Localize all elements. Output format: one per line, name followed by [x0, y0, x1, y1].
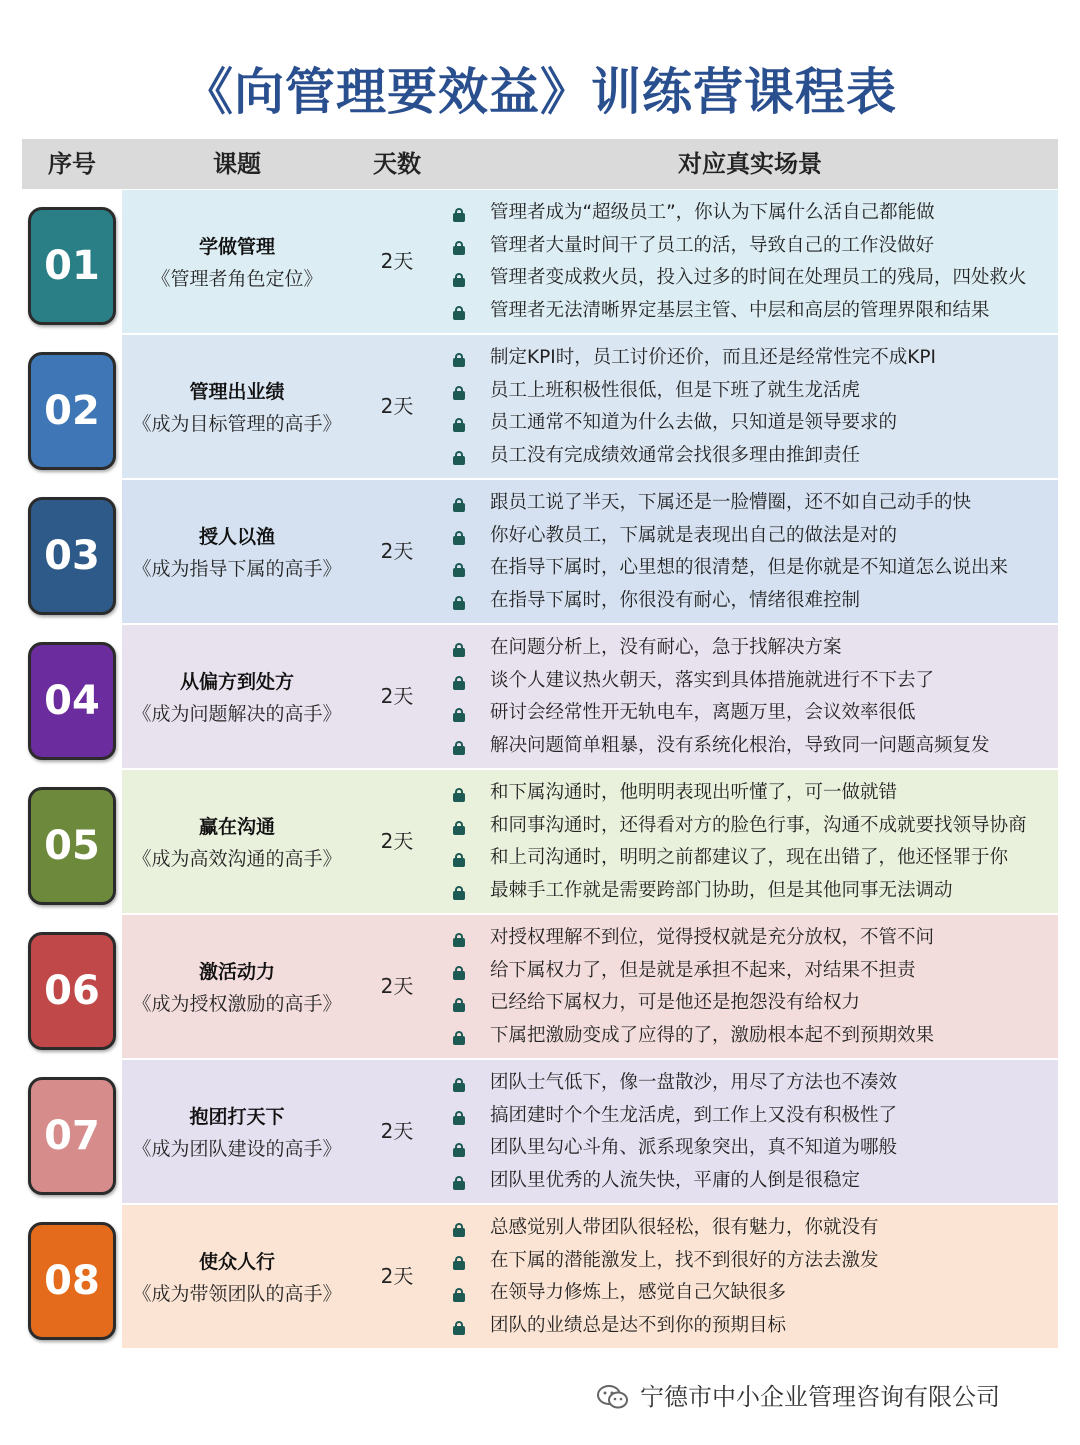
scene-text: 团队里勾心斗角、派系现象突出，真不知道为哪般 — [490, 1137, 898, 1158]
scene-text: 跟员工说了半天，下属还是一脸懵圈，还不如自己动手的快 — [490, 492, 972, 513]
scene-text: 团队的业绩总是达不到你的预期目标 — [490, 1314, 787, 1336]
scene-text: 研讨会经常性开无轨电车，离题万里，会议效率很低 — [490, 702, 916, 723]
scene-list — [450, 632, 1052, 762]
topic-name: 赢在沟通 — [198, 816, 275, 838]
row-days: 2天 — [380, 684, 414, 708]
lock-icon — [453, 676, 465, 690]
row-number-badge: 06 — [28, 932, 116, 1050]
row-days: 2天 — [380, 539, 414, 563]
topic-subtitle: 《管理者角色定位》 — [151, 268, 323, 290]
topic-subtitle: 《成为带领团队的高手》 — [132, 1283, 342, 1305]
lock-icon — [453, 1143, 465, 1157]
lock-icon — [453, 306, 465, 320]
scene-item — [450, 632, 1052, 665]
row-days: 2天 — [380, 1264, 414, 1288]
footer-company-name: 宁德市中小企业管理咨询有限公司 — [640, 1383, 1000, 1411]
scene-item — [450, 487, 1052, 520]
row-days: 2天 — [380, 974, 414, 998]
table-row — [22, 1204, 1058, 1349]
scene-item — [450, 1132, 1052, 1165]
row-number-badge: 08 — [28, 1222, 116, 1340]
table-row — [22, 624, 1058, 769]
scene-text: 在指导下属时，你很没有耐心，情绪很难控制 — [490, 589, 861, 611]
row-topic — [122, 666, 352, 730]
lock-icon — [453, 208, 465, 222]
lock-icon — [453, 1078, 465, 1092]
scene-item — [450, 987, 1052, 1020]
scene-list — [450, 1067, 1052, 1197]
row-days: 2天 — [380, 1119, 414, 1143]
scene-text: 你好心教员工，下属就是表现出自己的做法是对的 — [490, 524, 898, 546]
scene-text: 管理者无法清晰界定基层主管、中层和高层的管理界限和结果 — [490, 299, 990, 321]
lock-icon — [453, 788, 465, 802]
scene-text: 在问题分析上，没有耐心，急于找解决方案 — [490, 637, 842, 658]
lock-icon — [453, 498, 465, 512]
row-days: 2天 — [380, 394, 414, 418]
scene-text: 和下属沟通时，他明明表现出听懂了，可一做就错 — [490, 782, 898, 803]
scene-text: 最棘手工作就是需要跨部门协助，但是其他同事无法调动 — [490, 879, 953, 901]
scene-text: 搞团建时个个生龙活虎，到工作上又没有积极性了 — [490, 1104, 898, 1126]
scene-text: 给下属权力了，但是就是承担不起来，对结果不担责 — [490, 959, 916, 981]
page-title: 《向管理要效益》训练营课程表 — [183, 63, 897, 121]
lock-icon — [453, 708, 465, 722]
scene-text: 和上司沟通时，明明之前都建议了，现在出错了，他还怪罪于你 — [490, 847, 1009, 868]
scene-item — [450, 440, 1052, 473]
lock-icon — [453, 933, 465, 947]
topic-name: 学做管理 — [198, 236, 275, 258]
topic-subtitle: 《成为问题解决的高手》 — [132, 703, 342, 725]
topic-name: 激活动力 — [198, 961, 275, 983]
lock-icon — [453, 643, 465, 657]
scene-item — [450, 665, 1052, 698]
lock-icon — [453, 998, 465, 1012]
scene-item — [450, 1020, 1052, 1053]
scene-item — [450, 1277, 1052, 1310]
scene-item — [450, 342, 1052, 375]
lock-icon — [453, 418, 465, 432]
lock-icon — [453, 853, 465, 867]
scene-item — [450, 1165, 1052, 1198]
scene-item — [450, 730, 1052, 763]
scene-text: 员工通常不知道为什么去做，只知道是领导要求的 — [490, 412, 898, 433]
lock-icon — [453, 241, 465, 255]
scene-text: 员工没有完成绩效通常会找很多理由推卸责任 — [490, 444, 861, 466]
lock-icon — [453, 386, 465, 400]
scene-item — [450, 295, 1052, 328]
row-topic — [122, 1246, 352, 1310]
scene-text: 和同事沟通时，还得看对方的脸色行事，沟通不成就要找领导协商 — [490, 814, 1027, 836]
lock-icon — [453, 886, 465, 900]
scene-item — [450, 407, 1052, 440]
scene-item — [450, 552, 1052, 585]
row-number-badge: 04 — [28, 642, 116, 760]
row-topic — [122, 956, 352, 1020]
wechat-icon — [596, 1384, 630, 1410]
row-number-badge: 05 — [28, 787, 116, 905]
scene-text: 团队里优秀的人流失快，平庸的人倒是很稳定 — [490, 1169, 861, 1191]
scene-item — [450, 922, 1052, 955]
lock-icon — [453, 531, 465, 545]
table-header — [22, 139, 1058, 189]
table-row — [22, 1059, 1058, 1204]
scene-item — [450, 697, 1052, 730]
table-row — [22, 189, 1058, 334]
scene-item — [450, 262, 1052, 295]
lock-icon — [453, 1111, 465, 1125]
scene-text: 谈个人建议热火朝天，落实到具体措施就进行不下去了 — [490, 669, 935, 691]
scene-list — [450, 487, 1052, 617]
scene-text: 员工上班积极性很低，但是下班了就生龙活虎 — [490, 379, 861, 401]
topic-name: 抱团打天下 — [189, 1106, 285, 1128]
topic-name: 从偏方到处方 — [179, 671, 294, 693]
row-number-badge: 02 — [28, 352, 116, 470]
row-topic — [122, 811, 352, 875]
topic-subtitle: 《成为指导下属的高手》 — [132, 558, 342, 580]
scene-text: 已经给下属权力，可是他还是抱怨没有给权力 — [490, 992, 861, 1013]
table-row — [22, 914, 1058, 1059]
row-days: 2天 — [380, 249, 414, 273]
scene-text: 在指导下属时，心里想的很清楚，但是你就是不知道怎么说出来 — [490, 557, 1009, 578]
scene-item — [450, 230, 1052, 263]
lock-icon — [453, 1288, 465, 1302]
scene-item — [450, 585, 1052, 618]
scene-list — [450, 342, 1052, 472]
table-body — [22, 189, 1058, 1349]
table-row — [22, 334, 1058, 479]
header-scene: 对应真实场景 — [678, 150, 822, 178]
row-days: 2天 — [380, 829, 414, 853]
scene-list — [450, 922, 1052, 1052]
topic-name: 管理出业绩 — [189, 381, 285, 403]
scene-text: 管理者变成救火员，投入过多的时间在处理员工的残局，四处救火 — [490, 267, 1027, 288]
scene-item — [450, 1245, 1052, 1278]
scene-item — [450, 810, 1052, 843]
course-table — [22, 139, 1058, 1349]
scene-list — [450, 197, 1052, 327]
scene-item — [450, 197, 1052, 230]
scene-text: 制定KPI时，员工讨价还价，而且还是经常性完不成KPI — [490, 347, 936, 368]
lock-icon — [453, 1256, 465, 1270]
topic-subtitle: 《成为团队建设的高手》 — [132, 1138, 342, 1160]
scene-text: 在领导力修炼上，感觉自己欠缺很多 — [490, 1282, 787, 1303]
scene-list — [450, 777, 1052, 907]
lock-icon — [453, 353, 465, 367]
scene-item — [450, 375, 1052, 408]
lock-icon — [453, 1031, 465, 1045]
topic-subtitle: 《成为授权激励的高手》 — [132, 993, 342, 1015]
scene-item — [450, 1310, 1052, 1343]
row-topic — [122, 521, 352, 585]
scene-text: 管理者成为“超级员工”，你认为下属什么活自己都能做 — [490, 202, 935, 223]
lock-icon — [453, 821, 465, 835]
scene-item — [450, 842, 1052, 875]
scene-text: 对授权理解不到位，觉得授权就是充分放权，不管不问 — [490, 927, 935, 948]
topic-name: 使众人行 — [198, 1251, 275, 1273]
lock-icon — [453, 451, 465, 465]
scene-item — [450, 777, 1052, 810]
scene-text: 总感觉别人带团队很轻松，很有魅力，你就没有 — [490, 1217, 879, 1238]
row-number-badge: 01 — [28, 207, 116, 325]
scene-list — [450, 1212, 1052, 1342]
row-topic — [122, 376, 352, 440]
header-topic: 课题 — [213, 150, 261, 178]
lock-icon — [453, 596, 465, 610]
header-no: 序号 — [48, 150, 96, 178]
lock-icon — [453, 1176, 465, 1190]
scene-text: 在下属的潜能激发上，找不到很好的方法去激发 — [490, 1249, 879, 1271]
scene-item — [450, 875, 1052, 908]
topic-subtitle: 《成为目标管理的高手》 — [132, 413, 342, 435]
table-row — [22, 479, 1058, 624]
lock-icon — [453, 966, 465, 980]
scene-item — [450, 1212, 1052, 1245]
row-topic — [122, 231, 352, 295]
lock-icon — [453, 563, 465, 577]
topic-name: 授人以渔 — [198, 526, 275, 548]
header-days: 天数 — [373, 150, 421, 178]
scene-item — [450, 1100, 1052, 1133]
row-number-badge: 07 — [28, 1077, 116, 1195]
lock-icon — [453, 1223, 465, 1237]
topic-subtitle: 《成为高效沟通的高手》 — [132, 848, 342, 870]
scene-text: 团队士气低下，像一盘散沙，用尽了方法也不凑效 — [490, 1072, 898, 1093]
table-row — [22, 769, 1058, 914]
lock-icon — [453, 1321, 465, 1335]
lock-icon — [453, 741, 465, 755]
lock-icon — [453, 273, 465, 287]
row-topic — [122, 1101, 352, 1165]
scene-item — [450, 955, 1052, 988]
row-number-badge: 03 — [28, 497, 116, 615]
scene-text: 管理者大量时间干了员工的活，导致自己的工作没做好 — [490, 234, 935, 256]
scene-text: 解决问题简单粗暴，没有系统化根治，导致同一问题高频复发 — [490, 734, 990, 756]
scene-text: 下属把激励变成了应得的了，激励根本起不到预期效果 — [490, 1024, 935, 1046]
scene-item — [450, 1067, 1052, 1100]
scene-item — [450, 520, 1052, 553]
